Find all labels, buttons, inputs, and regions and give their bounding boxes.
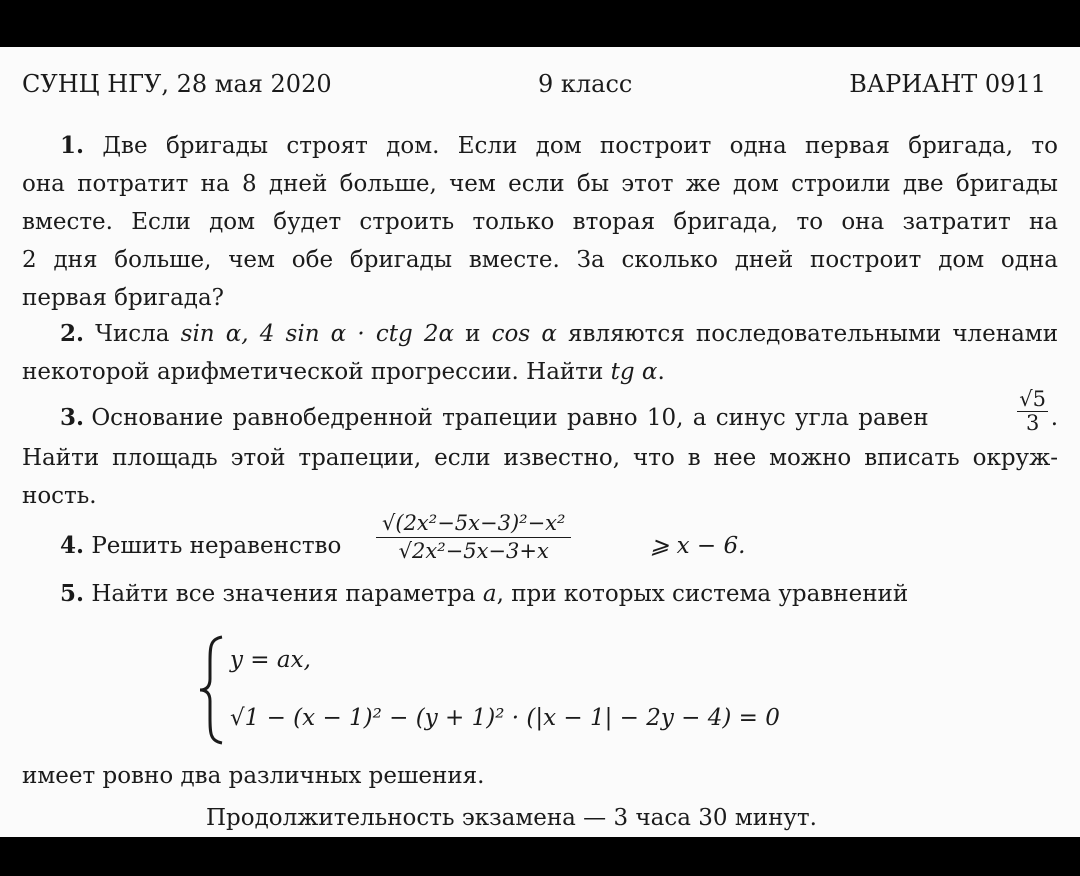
problem-2-math-a: sin α, 4 sin α · ctg 2α <box>180 321 454 347</box>
problem-1-line-3: вместе. Если дом будет строить только вторая бригада, то она затратит на <box>22 209 1058 235</box>
problem-1-line-1 <box>22 131 1058 161</box>
problem-4-number: 4. <box>60 532 85 559</box>
problem-5-number: 5. <box>60 580 85 607</box>
problem-3-line-3: ность. <box>22 483 97 509</box>
problem-5-conclusion: имеет ровно два различных решения. <box>22 763 485 789</box>
problem-2-math-b: cos α <box>491 321 557 347</box>
system-brace <box>198 635 228 745</box>
problem-3-fraction <box>1017 389 1048 434</box>
problem-3-text: Основание равнобедренной трапеции равно 10, а синус угла равен <box>91 405 929 431</box>
problem-5-text-b: , при которых система уравнений <box>496 581 909 607</box>
problem-3-line-1 <box>22 387 1058 435</box>
problem-3-fraction-numerator: √5 <box>1019 387 1046 411</box>
problem-5-text-a: Найти все значения параметра <box>91 581 476 607</box>
problem-2-line-2 <box>22 357 1058 387</box>
problem-2-math-c: tg α <box>610 359 658 385</box>
problem-1-line-5: первая бригада? <box>22 285 225 311</box>
problem-5-parameter: a <box>482 581 497 607</box>
system-equation-1: y = ax, <box>230 647 311 673</box>
header-right: ВАРИАНТ 0911 <box>849 70 1046 98</box>
header-left: СУНЦ НГУ, 28 мая 2020 <box>22 70 332 98</box>
exam-sheet <box>0 47 1080 837</box>
problem-4-rhs: ⩾ x − 6. <box>650 533 746 559</box>
problem-3-fraction-denominator: 3 <box>1025 411 1040 435</box>
problem-1-line-2: она потратит на 8 дней больше, чем если бы этот же дом строили две бригады <box>22 171 1058 197</box>
exam-duration: Продолжительность экзамена — 3 часа 30 минут. <box>206 805 817 831</box>
problem-1-number: 1. <box>60 132 85 159</box>
system-equation-2: √1 − (x − 1)² − (y + 1)² · (|x − 1| − 2y − 4) = 0 <box>230 705 780 731</box>
problem-2-line-1 <box>22 319 1058 349</box>
problem-1-text: Две бригады строят дом. Если дом построит одна первая бригада, то <box>102 133 1058 159</box>
problem-2-text-b: и <box>465 321 481 347</box>
problem-3-end: . <box>1050 405 1058 431</box>
problem-2-text-a: Числа <box>95 321 170 347</box>
problem-5-line <box>22 579 1058 609</box>
problem-3-number: 3. <box>60 404 85 431</box>
problem-4-fraction <box>376 513 571 562</box>
problem-4-text: Решить неравенство <box>91 533 342 559</box>
problem-2-text-c: являются последовательными членами <box>568 321 1059 347</box>
problem-4-numerator: √(2x²−5x−3)²−x² <box>376 513 571 538</box>
problem-2-text-d: некоторой арифметической прогрессии. Найти <box>22 359 604 385</box>
problem-2-end: . <box>657 359 665 385</box>
problem-3-line-2: Найти площадь этой трапеции, если известно, что в нее можно вписать окруж- <box>22 445 1058 471</box>
problem-1-line-4: 2 дня больше, чем обе бригады вместе. За сколько дней построит дом одна <box>22 247 1058 273</box>
problem-4-denominator: √2x²−5x−3+x <box>398 539 549 563</box>
header-center: 9 класс <box>538 70 633 98</box>
problem-2-number: 2. <box>60 320 85 347</box>
